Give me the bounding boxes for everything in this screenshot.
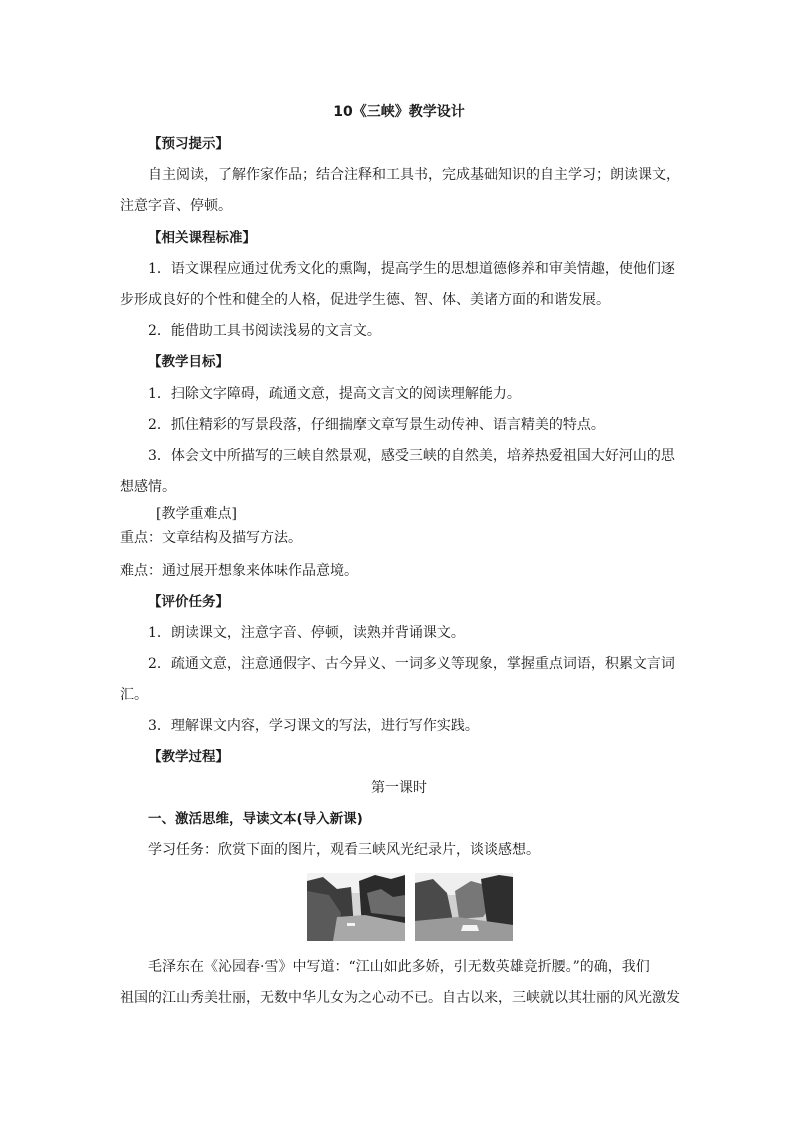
goals-item-1: 1．扫除文字障碍，疏通文意，提高文言文的阅读理解能力。 xyxy=(148,386,521,402)
preview-text: 自主阅读，了解作家作品；结合注释和工具书，完成基础知识的自主学习；朗读课文， xyxy=(148,167,680,183)
evaluation-heading: 【评价任务】 xyxy=(148,594,229,610)
goals-item-3: 3．体会文中所描写的三峡自然景观，感受三峡的自然美，培养热爱祖国大好河山的思 xyxy=(148,448,675,464)
intro-paragraph-cont: 祖国的江山秀美壮丽，无数中华儿女为之心动不已。自古以来，三峡就以其壮丽的风光激发 xyxy=(120,990,680,1006)
preview-text-cont: 注意字音、停顿。 xyxy=(120,198,232,214)
difficult-point: 难点：通过展开想象来体味作品意境。 xyxy=(120,563,358,579)
standards-heading: 【相关课程标准】 xyxy=(148,230,256,246)
evaluation-item-2: 2．疏通文意，注意通假字、古今异义、一词多义等现象，掌握重点词语，积累文言词 xyxy=(148,656,675,672)
process-heading: 【教学过程】 xyxy=(148,749,229,765)
standards-item-2: 2．能借助工具书阅读浅易的文言文。 xyxy=(148,323,381,339)
key-point: 重点：文章结构及描写方法。 xyxy=(120,530,302,546)
evaluation-item-2-cont: 汇。 xyxy=(120,687,148,703)
preview-heading: 【预习提示】 xyxy=(148,136,229,152)
standards-item-1-cont: 步形成良好的个性和健全的人格，促进学生德、智、体、美诸方面的和谐发展。 xyxy=(120,292,610,308)
document-title: 10《三峡》教学设计 xyxy=(333,104,465,120)
intro-paragraph: 毛泽东在《沁园春·雪》中写道：“江山如此多娇，引无数英雄竞折腰。”的确，我们 xyxy=(148,959,650,975)
key-points-heading: [教学重难点] xyxy=(156,506,237,522)
goals-item-3-cont: 想感情。 xyxy=(120,479,176,495)
evaluation-item-3: 3．理解课文内容，学习课文的写法，进行写作实践。 xyxy=(148,718,479,734)
three-gorges-photo-1 xyxy=(307,873,405,941)
task-text: 学习任务：欣赏下面的图片，观看三峡风光纪录片，谈谈感想。 xyxy=(148,842,540,858)
evaluation-item-1: 1．朗读课文，注意字音、停顿，读熟并背诵课文。 xyxy=(148,625,465,641)
standards-item-1: 1．语文课程应通过优秀文化的熏陶，提高学生的思想道德修养和审美情趣，使他们逐 xyxy=(148,261,675,277)
goals-heading: 【教学目标】 xyxy=(148,354,229,370)
goals-item-2: 2．抓住精彩的写景段落，仔细揣摩文章写景生动传神、语言精美的特点。 xyxy=(148,417,605,433)
lesson-label: 第一课时 xyxy=(371,780,427,796)
step-1-heading: 一、激活思维，导读文本(导入新课) xyxy=(148,811,363,827)
three-gorges-photo-2 xyxy=(415,873,513,941)
